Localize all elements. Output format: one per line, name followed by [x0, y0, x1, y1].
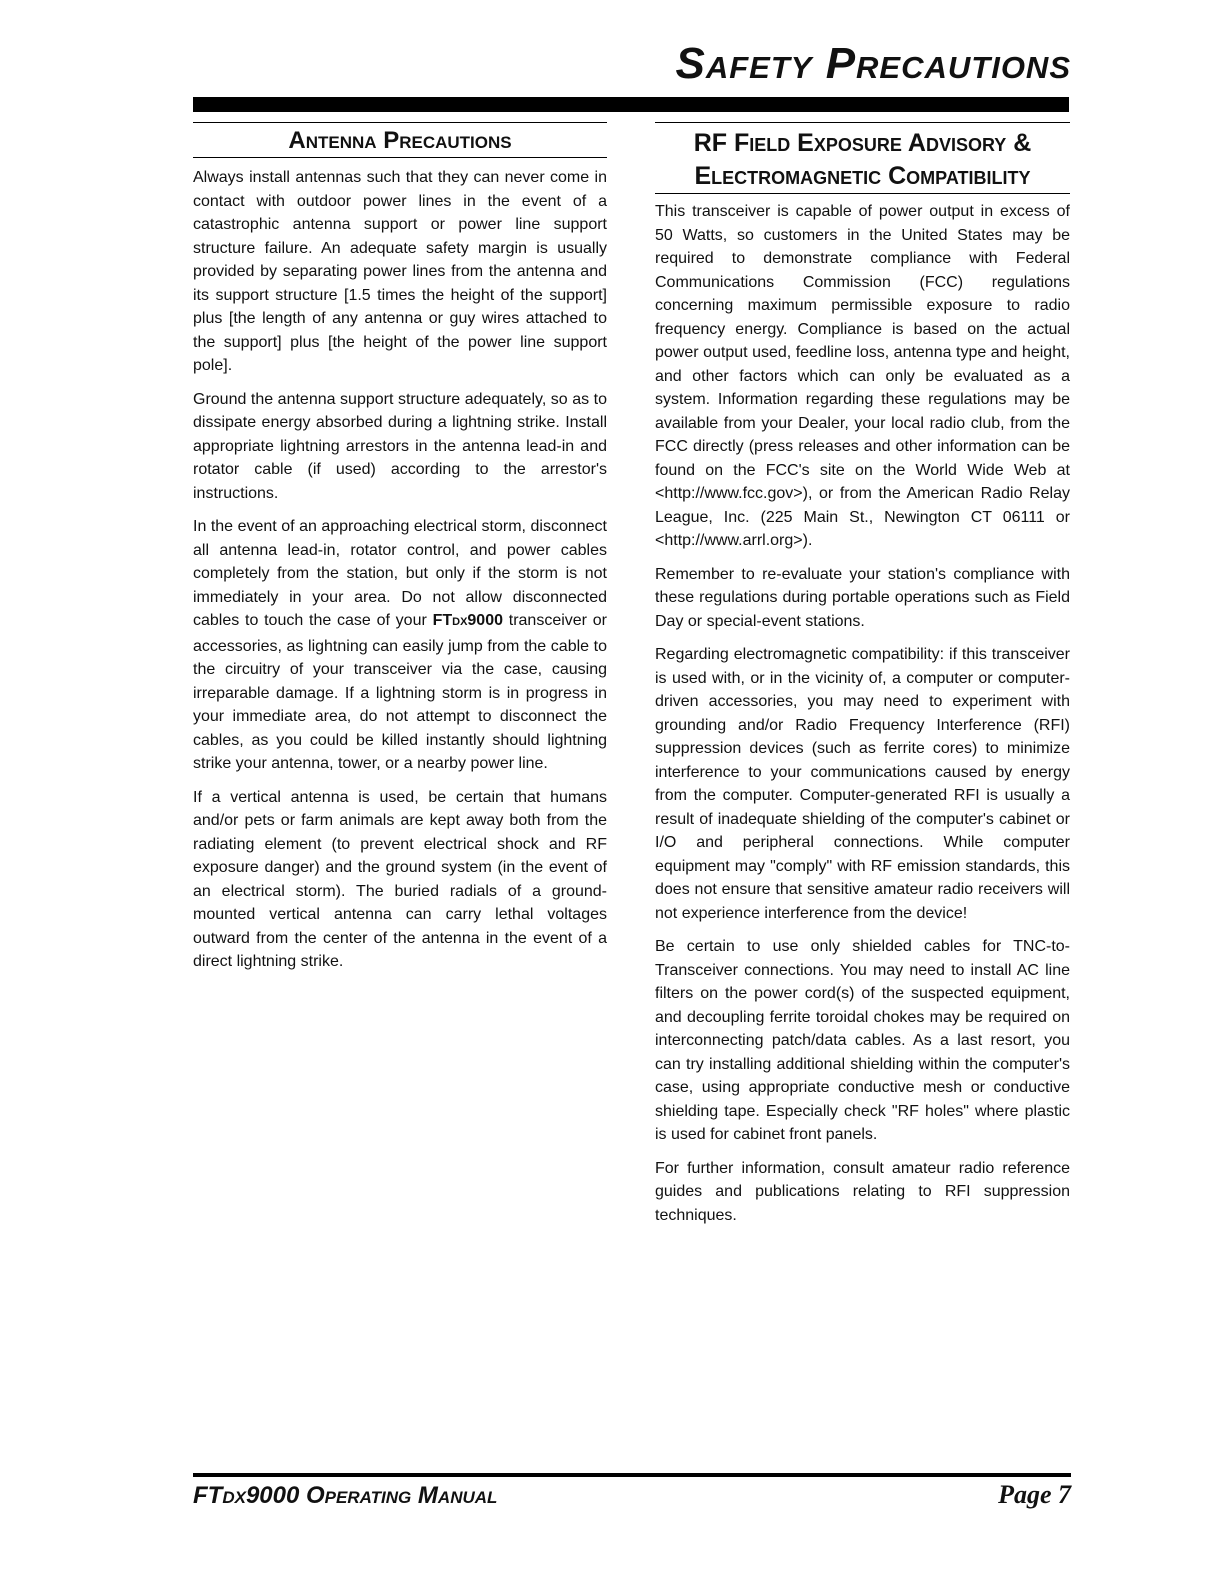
- rf-exposure-heading: [655, 122, 1070, 194]
- footer-rule: [193, 1473, 1071, 1477]
- right-paragraph-3: Regarding electromagnetic compatibility: if this transceiver is used with, or in the vicinity of, a computer or computer-driven accessories, you may need to experiment with grounding and/or Radio Frequency Interference (RFI) suppression devices (such as ferrite cores) to minimize interference to your communications caused by energy from the computer. Computer-generated RFI is usually a result of inadequate shielding of the computer's cabinet or I/O and peripheral connections. While computer equipment may "comply" with RF emission standards, this does not ensure that sensitive amateur radio receivers will not experience interference from the device!: [655, 646, 1070, 922]
- footer-manual-title: FTDX9000 Operating Manual: [193, 1482, 498, 1509]
- footer-page-number: Page 7: [998, 1480, 1071, 1509]
- rf-heading-line-1: RF Field Exposure Advisory &: [693, 129, 1032, 157]
- left-paragraph-2: Ground the antenna support structure adequately, so as to dissipate energy absorbed during a lightning strike. Install appropriate lightning arrestors in the antenna lead-in and rotator cable (if used) according to the arrestor's instructions.: [193, 390, 607, 502]
- para3-text-before: In the event of an approaching electrical storm, disconnect all antenna lead-in, rotator control, and power cables completely from the station, but only if the storm is not immediately in your area. Do not allow disconnected cables to touch the case of your: [193, 518, 607, 629]
- left-paragraph-4: If a vertical antenna is used, be certain that humans and/or pets or farm animals are kept away both from the radiating element (to prevent electrical shock and RF exposure danger) and the ground system (in the event of an electrical storm). The buried radials of a ground-mounted vertical antenna can carry lethal voltages outward from the center of the antenna in the event of a direct lightning strike.: [193, 788, 607, 970]
- right-column: [655, 122, 1070, 1237]
- left-paragraph-3: [193, 515, 607, 776]
- left-paragraph-1: Always install antennas such that they can never come in contact with outdoor power lines in the event of a catastrophic antenna support or power line support structure failure. An adequate safety margin is usually provided by separating power lines from the antenna and its support structure [1.5 times the height of the support] plus [the length of any antenna or guy wires attached to the support] plus [the height of the power line support pole].: [193, 169, 607, 374]
- right-paragraph-1: This transceiver is capable of power output in excess of 50 Watts, so customers in the United States may be required to demonstrate compliance with Federal Communications Commission (FCC) regulations concerning maximum permissible exposure to radio frequency energy. Compliance is based on the actual power output used, feedline loss, antenna type and height, and other factors which can only be evaluated as a system. Information regarding these regulations may be available from your Dealer, your local radio club, from the FCC directly (press releases and other information can be found on the FCC's site on the World Wide Web at <http://www.fcc.gov>), or from the American Radio Relay League, Inc. (225 Main St., Newington CT 06111 or <http://www.arrl.org>).: [655, 203, 1070, 549]
- title-rule: [193, 97, 1069, 112]
- page-title: Safety Precautions: [675, 39, 1071, 88]
- right-paragraph-5: For further information, consult amateur radio reference guides and publications relating to RFI suppression techniques.: [655, 1159, 1070, 1224]
- left-column: [193, 122, 607, 984]
- model-name: FTDX9000: [432, 612, 503, 629]
- right-paragraph-2: Remember to re-evaluate your station's compliance with these regulations during portable operations such as Field Day or special-event stations.: [655, 565, 1070, 630]
- right-paragraph-4: Be certain to use only shielded cables for TNC-to-Transceiver connections. You may need to install AC line filters on the power cord(s) of the suspected equipment, and decoupling ferrite toroidal chokes may be required on interconnecting patch/data cables. As a last resort, you can try installing additional shielding within the computer's case, using appropriate conductive mesh or conductive shielding tape. Especially check "RF holes" where plastic is used for cabinet front panels.: [655, 938, 1070, 1143]
- rf-heading-line-2: Electromagnetic Compatibility: [694, 162, 1031, 190]
- para3-text-after: transceiver or accessories, as lightning can easily jump from the cable to the circuitry of your transceiver via the case, causing irreparable damage. If a lightning storm is in progress in your immediate area, do not attempt to disconnect the cables, as you could be killed instantly should lightning strike your antenna, tower, or a nearby power line.: [193, 612, 607, 772]
- antenna-precautions-heading: Antenna Precautions: [193, 122, 607, 158]
